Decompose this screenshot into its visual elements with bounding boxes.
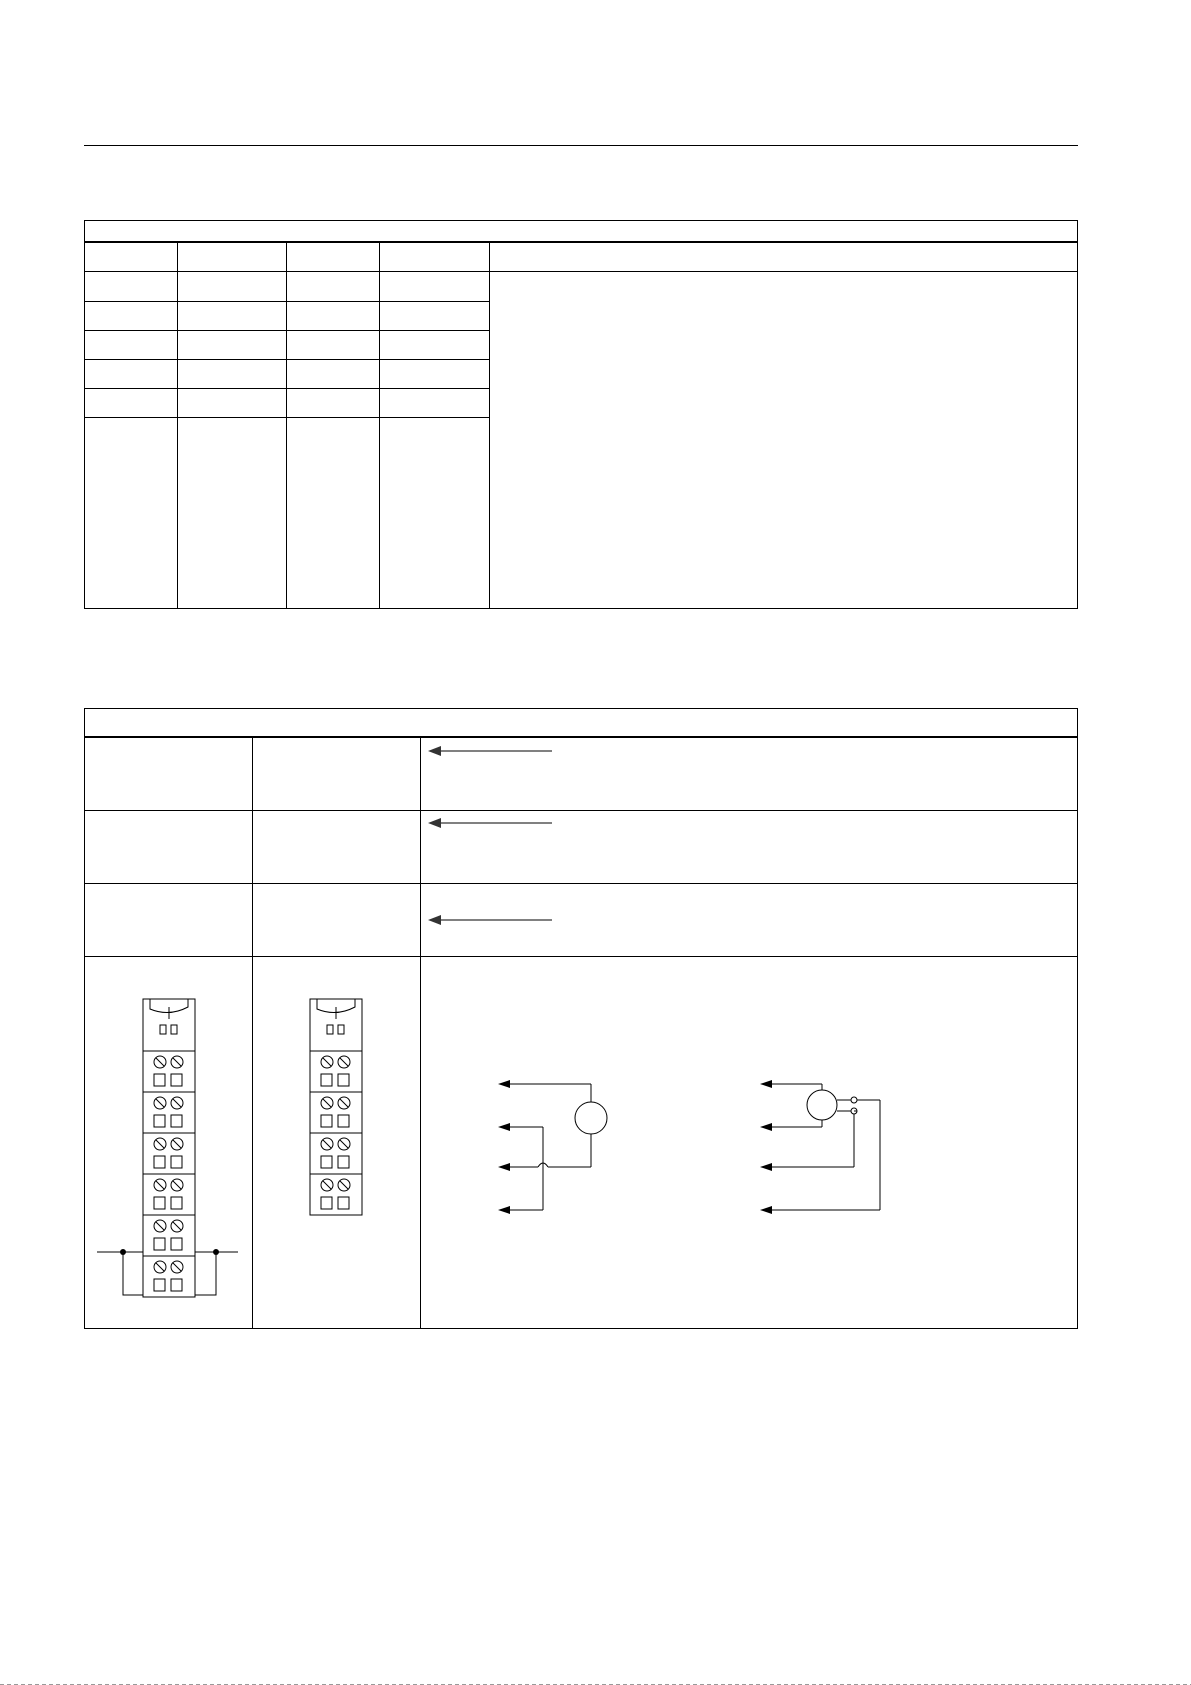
table-1-header-row bbox=[85, 243, 1077, 272]
table-2-caption bbox=[85, 709, 1077, 738]
header-rule bbox=[84, 145, 1078, 146]
arrow-left-icon bbox=[428, 744, 558, 758]
table-1-row-divider bbox=[85, 359, 489, 360]
table-1 bbox=[84, 220, 1078, 609]
terminal-module bbox=[310, 1174, 362, 1215]
table-2-column-divider bbox=[420, 738, 421, 1329]
terminal-module bbox=[310, 1092, 362, 1133]
terminal-module bbox=[143, 1092, 195, 1133]
table-1-column-divider bbox=[489, 243, 490, 609]
table-1-column-divider bbox=[286, 243, 287, 609]
table-1-row-divider bbox=[85, 330, 489, 331]
terminal-module bbox=[143, 1215, 195, 1256]
table-2-row-divider bbox=[85, 956, 1077, 957]
wiring-diagram-2-wire bbox=[496, 1070, 626, 1220]
table-1-column-divider bbox=[177, 243, 178, 609]
arrow-left-icon bbox=[428, 816, 558, 830]
terminal-block-4-icon bbox=[303, 995, 383, 1235]
table-1-column-divider bbox=[379, 243, 380, 609]
table-1-caption bbox=[85, 221, 1077, 243]
table-2-row-divider bbox=[85, 810, 1077, 811]
terminal-module bbox=[143, 1256, 195, 1297]
table-1-row-divider bbox=[85, 301, 489, 302]
arrow-left-icon bbox=[428, 913, 558, 927]
wiring-diagram-4-wire bbox=[758, 1070, 898, 1220]
terminal-module bbox=[310, 1133, 362, 1174]
table-1-row-divider bbox=[85, 388, 489, 389]
table-2-row-divider bbox=[85, 883, 1077, 884]
table-1-row-divider bbox=[85, 417, 489, 418]
terminal-module bbox=[310, 1051, 362, 1092]
terminal-module bbox=[143, 1051, 195, 1092]
terminal-module bbox=[143, 1174, 195, 1215]
terminal-block-6-icon bbox=[95, 995, 245, 1315]
terminal-module bbox=[143, 1133, 195, 1174]
table-2-column-divider bbox=[252, 738, 253, 1329]
